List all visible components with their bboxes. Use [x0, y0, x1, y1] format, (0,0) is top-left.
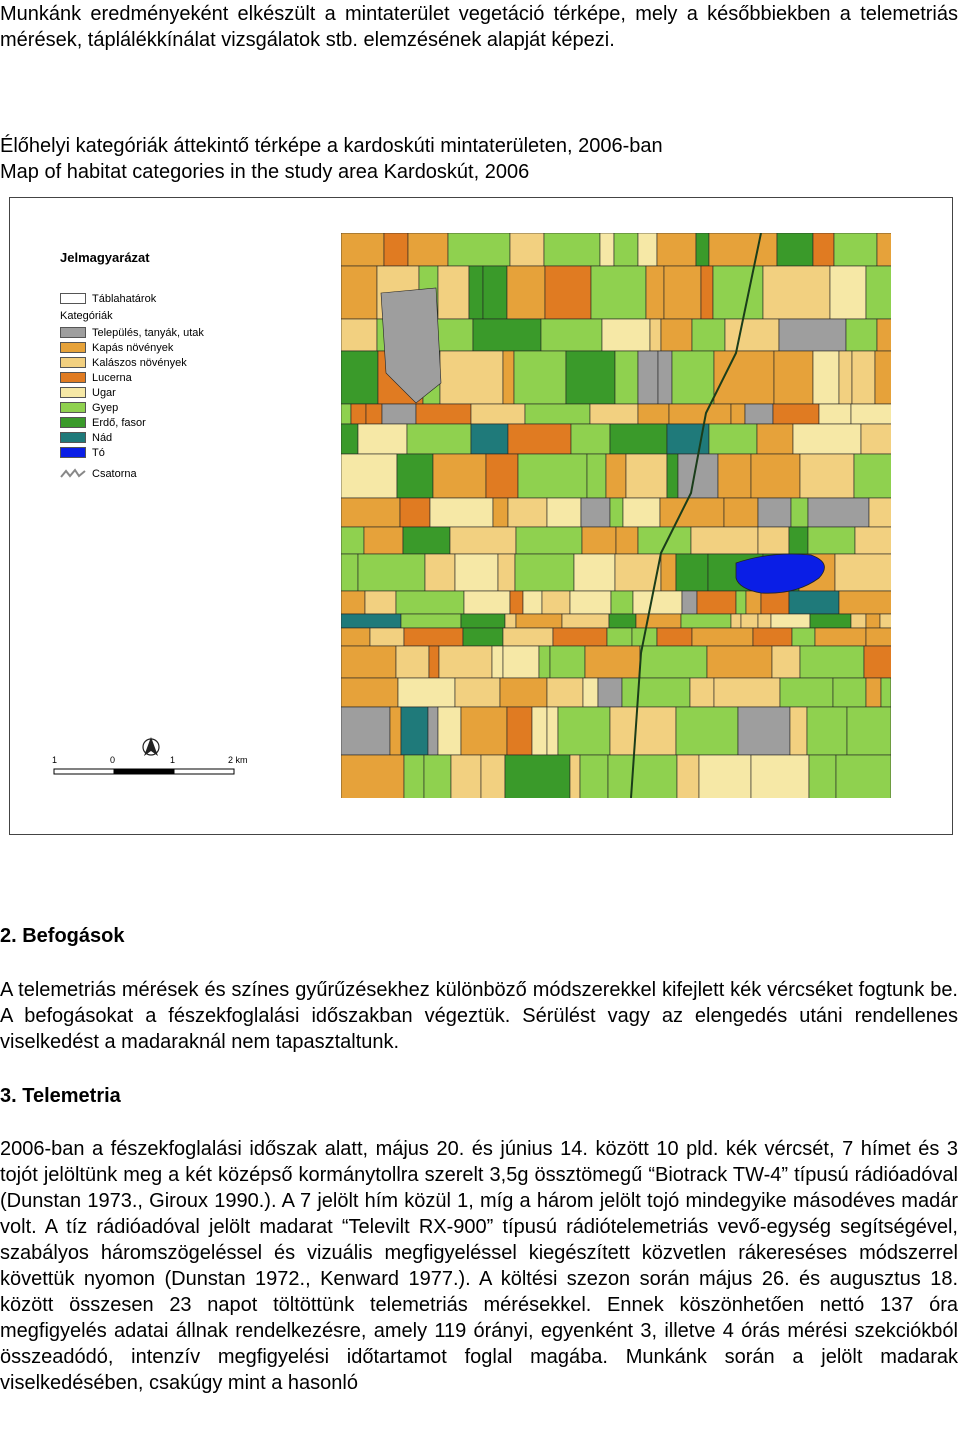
map-parcel: [341, 614, 401, 628]
map-parcel: [800, 646, 864, 678]
map-parcel: [819, 404, 851, 424]
map-parcel: [602, 319, 650, 351]
map-parcel: [792, 628, 815, 646]
map-parcel: [505, 755, 570, 798]
map-parcel: [808, 498, 869, 527]
legend-item-label: Lucerna: [92, 371, 132, 384]
map-parcel: [384, 233, 408, 266]
map-parcel: [463, 628, 503, 646]
map-parcel: [598, 678, 622, 707]
map-parcel: [438, 266, 469, 319]
map-parcel: [341, 233, 384, 266]
map-parcel: [398, 678, 455, 707]
map-parcel: [574, 554, 615, 591]
map-parcel: [510, 591, 523, 614]
map-parcel: [507, 266, 545, 319]
legend-categories-label: Kategóriák: [60, 310, 113, 322]
map-parcel: [545, 266, 591, 319]
legend-item: [60, 415, 204, 430]
map-parcel: [725, 319, 779, 351]
map-parcel: [661, 319, 692, 351]
map-parcel: [638, 527, 691, 554]
map-parcel: [692, 319, 725, 351]
map-parcel: [341, 628, 370, 646]
map-parcel: [623, 498, 660, 527]
legend-item: [60, 430, 204, 445]
map-parcel: [341, 351, 378, 404]
map-parcel: [877, 233, 891, 266]
map-parcel: [777, 233, 813, 266]
map-parcel: [813, 233, 834, 266]
map-parcel: [758, 527, 789, 554]
map-parcel: [877, 319, 891, 351]
map-parcel: [416, 404, 471, 424]
section2-paragraph: A telemetriás mérések és színes gyűrűzésekhez különböző módszerekkel kifejlett kék vércséket fogtunk be. A befogásokat a fészekfoglalási időszakban végeztük. Sérülést vagy az elengedés utáni rendellenes viselkedést a madaraknál nem tapasztaltunk.: [0, 979, 958, 1053]
section2-heading: 2. Befogások: [0, 925, 125, 947]
legend-item: [60, 385, 204, 400]
scale-label-3: 1: [170, 755, 176, 765]
map-parcel: [701, 266, 713, 319]
map-parcel: [581, 498, 610, 527]
map-parcel: [880, 614, 891, 628]
map-parcel: [660, 498, 724, 527]
legend-swatch: [60, 357, 86, 368]
legend-item: [60, 325, 204, 340]
map-parcel: [731, 404, 745, 424]
map-parcel: [469, 266, 483, 319]
legend-boundary-label: Táblahatárok: [92, 292, 157, 305]
map-parcel: [408, 233, 448, 266]
map-parcel: [396, 646, 429, 678]
map-parcel: [861, 424, 891, 454]
map-parcel: [699, 755, 751, 798]
map-parcel: [790, 707, 807, 755]
map-parcel: [761, 591, 789, 614]
map-parcel: [433, 454, 486, 498]
map-parcel: [681, 614, 731, 628]
canal-icon: [60, 467, 86, 481]
map-parcel: [780, 678, 833, 707]
map-parcel: [508, 424, 571, 454]
map-parcel: [793, 424, 861, 454]
figure-title-en: Map of habitat categories in the study area Kardoskút, 2006: [0, 161, 530, 183]
map-parcel: [713, 266, 763, 319]
map-parcel: [855, 527, 891, 554]
map-parcel: [508, 498, 547, 527]
legend-title: Jelmagyarázat: [60, 250, 150, 265]
map-parcel: [751, 755, 809, 798]
map-parcel: [523, 591, 542, 614]
map-parcel: [366, 404, 382, 424]
map-parcel: [341, 591, 365, 614]
map-parcel: [676, 554, 708, 591]
map-parcel: [611, 591, 633, 614]
map-parcel: [341, 527, 364, 554]
map-parcel: [709, 424, 757, 454]
map-parcel: [547, 678, 583, 707]
map-parcel: [866, 614, 880, 628]
map-parcel: [813, 351, 839, 404]
legend-swatch: [60, 402, 86, 413]
intro-paragraph: Munkánk eredményeként elkészült a mintaterület vegetáció térképe, mely a későbbiekben a telemetriás mérések, táplálékkínálat vizsgálatok stb. elemzésének alapját képezi.: [0, 3, 958, 51]
map-parcel: [404, 628, 463, 646]
legend-swatch: [60, 417, 86, 428]
legend-boundary-row: [60, 291, 204, 306]
map-parcel: [707, 646, 772, 678]
legend-item-label: Ugar: [92, 386, 116, 399]
map-parcel: [657, 628, 692, 646]
map-parcel: [709, 233, 777, 266]
map-parcel: [547, 707, 558, 755]
map-parcel: [854, 454, 891, 498]
map-parcel: [839, 591, 891, 614]
map-parcel: [461, 614, 505, 628]
map-parcel: [401, 707, 428, 755]
map-parcel: [341, 319, 377, 351]
legend-item-label: Kapás növények: [92, 341, 174, 354]
map-parcel: [587, 454, 606, 498]
map-parcel: [650, 319, 661, 351]
map-parcel: [583, 678, 598, 707]
legend-item: [60, 400, 204, 415]
map-parcel: [875, 351, 891, 404]
map-parcel: [498, 554, 515, 591]
map-parcel: [358, 554, 425, 591]
map-parcel: [590, 404, 638, 424]
map-parcel: [571, 424, 610, 454]
map-parcel: [881, 678, 891, 707]
map-parcel: [745, 404, 773, 424]
map-parcel: [616, 527, 638, 554]
map-parcel: [451, 755, 481, 798]
section3-heading: 3. Telemetria: [0, 1085, 121, 1107]
map-parcel: [570, 591, 611, 614]
map-parcel: [789, 527, 808, 554]
map-parcel: [807, 707, 847, 755]
map-parcel: [544, 233, 600, 266]
map-parcel: [471, 404, 525, 424]
map-parcel: [570, 755, 580, 798]
legend-swatch: [60, 342, 86, 353]
map-parcel: [486, 454, 518, 498]
map-parcel: [600, 233, 614, 266]
map-parcel: [833, 678, 866, 707]
legend-swatch: [60, 432, 86, 443]
map-parcel: [341, 266, 377, 319]
map-parcel: [483, 266, 507, 319]
map-parcel: [638, 404, 669, 424]
map-parcel: [789, 591, 839, 614]
map-parcel: [510, 233, 544, 266]
map-parcel: [492, 646, 503, 678]
legend-swatch: [60, 327, 86, 338]
map-parcel: [690, 678, 714, 707]
map-parcel: [851, 404, 891, 424]
map-parcel: [585, 646, 640, 678]
map-parcel: [852, 351, 875, 404]
map-parcel: [692, 628, 753, 646]
map-parcel: [341, 554, 358, 591]
map-parcel: [365, 591, 396, 614]
map-parcel: [464, 591, 510, 614]
map-parcel: [450, 527, 516, 554]
map-parcel: [736, 591, 746, 614]
scale-label-4: 2 km: [228, 755, 248, 765]
map-parcel: [553, 628, 607, 646]
map-parcel: [515, 554, 574, 591]
map-parcel: [382, 404, 416, 424]
map-parcel: [550, 646, 585, 678]
map-parcel: [751, 454, 800, 498]
map-parcel: [834, 233, 877, 266]
map-parcel: [532, 707, 547, 755]
map-parcel: [461, 707, 507, 755]
map-parcel: [610, 498, 623, 527]
map-parcel: [791, 498, 808, 527]
map-parcel: [438, 707, 461, 755]
map-parcel: [500, 678, 547, 707]
map-parcel: [835, 554, 891, 591]
map-parcel: [638, 233, 657, 266]
map-parcel: [606, 454, 626, 498]
legend-swatch: [60, 372, 86, 383]
map-parcel: [541, 319, 602, 351]
map-parcel: [622, 678, 690, 707]
map-parcel: [341, 424, 358, 454]
map-parcel: [741, 614, 758, 628]
map-parcel: [610, 424, 667, 454]
map-parcel: [664, 266, 701, 319]
legend-item: [60, 355, 204, 370]
map-parcel: [697, 591, 736, 614]
map-parcel: [566, 351, 615, 404]
boundary-swatch: [60, 293, 86, 304]
map-parcel: [772, 646, 800, 678]
map-parcel: [847, 707, 891, 755]
map-parcel: [614, 233, 638, 266]
map-parcel: [471, 424, 508, 454]
map-parcel: [779, 319, 846, 351]
map-parcel: [809, 755, 836, 798]
map-parcel: [691, 527, 758, 554]
legend-item-label: Kalászos növények: [92, 356, 187, 369]
map-parcel: [428, 707, 438, 755]
map-parcel: [351, 404, 366, 424]
map-parcel: [669, 404, 731, 424]
map-parcel: [773, 404, 819, 424]
map-parcel: [341, 755, 404, 798]
map-parcel: [507, 707, 532, 755]
scale-bar: [52, 753, 262, 790]
map-parcel: [661, 554, 676, 591]
map-parcel: [341, 707, 390, 755]
map-parcel: [815, 628, 866, 646]
map-parcel: [518, 454, 587, 498]
scale-label-2: 0: [110, 755, 116, 765]
map-parcel: [473, 319, 541, 351]
habitat-map-figure: [9, 197, 953, 835]
map-parcel: [763, 266, 830, 319]
vegetation-map: [341, 233, 891, 798]
map-parcel: [404, 755, 424, 798]
map-parcel: [714, 678, 780, 707]
map-parcel: [558, 707, 610, 755]
map-parcel: [866, 266, 891, 319]
map-parcel: [401, 614, 461, 628]
map-parcel: [609, 614, 636, 628]
scale-label-1: 1: [52, 755, 58, 765]
map-parcel: [657, 233, 696, 266]
map-parcel: [667, 454, 678, 498]
map-parcel: [696, 233, 709, 266]
map-parcel: [396, 591, 464, 614]
map-parcel: [562, 614, 609, 628]
map-parcel: [539, 646, 550, 678]
map-parcel: [633, 591, 682, 614]
map-parcel: [724, 498, 758, 527]
legend-canal-label: Csatorna: [92, 467, 137, 480]
map-parcel: [407, 424, 471, 454]
map-parcel: [731, 614, 741, 628]
map-parcel: [610, 707, 676, 755]
map-parcel: [682, 591, 697, 614]
figure-title-hu: Élőhelyi kategóriák áttekintő térképe a kardoskúti mintaterületen, 2006-ban: [0, 135, 663, 157]
map-parcel: [864, 646, 891, 678]
map-parcel: [866, 628, 891, 646]
map-parcel: [448, 233, 510, 266]
legend-item: [60, 445, 204, 460]
map-parcel: [591, 266, 646, 319]
legend-item-label: Erdő, fasor: [92, 416, 146, 429]
map-parcel: [397, 454, 433, 498]
map-parcel: [851, 614, 866, 628]
map-parcel: [341, 678, 398, 707]
map-parcel: [746, 591, 761, 614]
map-parcel: [839, 351, 852, 404]
map-parcel: [615, 351, 638, 404]
map-parcel: [810, 614, 851, 628]
legend-item: [60, 340, 204, 355]
map-parcel: [493, 498, 508, 527]
legend-swatch: [60, 447, 86, 458]
map-parcel: [440, 351, 503, 404]
map-parcel: [424, 755, 451, 798]
map-parcel: [341, 454, 397, 498]
map-parcel: [758, 614, 771, 628]
map-parcel: [640, 646, 707, 678]
map-parcel: [869, 498, 891, 527]
map-parcel: [514, 351, 566, 404]
map-parcel: [757, 424, 793, 454]
map-parcel: [400, 498, 430, 527]
map-parcel: [390, 707, 401, 755]
map-parcel: [758, 498, 791, 527]
map-parcel: [866, 678, 881, 707]
map-parcel: [636, 614, 681, 628]
map-parcel: [341, 646, 396, 678]
legend-item-label: Gyep: [92, 401, 119, 414]
map-parcel: [341, 498, 400, 527]
map-parcel: [341, 404, 351, 424]
map-parcel: [830, 266, 866, 319]
map-parcel: [525, 404, 590, 424]
map-parcel: [364, 527, 403, 554]
map-parcel: [738, 707, 790, 755]
map-parcel: [429, 646, 439, 678]
map-parcel: [425, 554, 455, 591]
map-parcel: [505, 614, 516, 628]
map-parcel: [516, 614, 562, 628]
section3-paragraph: 2006-ban a fészekfoglalási időszak alatt, május 20. és június 14. között 10 pld. kék vércsét, 7 hímet és 3 tojót jelöltünk meg a két középső kormánytollra szerelt 3,5g össztömegű “Biotrack TW-4” típusú rádióadóval (Dunstan 1973., Giroux 1990.). A 7 jelölt hím közül 1, míg a három jelölt tojó mindegyike másodéves madár volt. A tíz rádióadóval jelölt madarat “Televilt RX-900” típusú rádiótelemetriás vevő-egység segítségével, szabályos háromszögeléssel és vizuális megfigyeléssel kiegészített közvetlen rákereséses módszerrel követtük nyomon (Dunstan 1972., Kenward 1977.). A költési szezon során május 26. és augusztus 18. között összesen 23 napot töltöttünk telemetriás mérésekkel. Ennek köszönhetően nettó 137 óra megfigyelés adatai állnak rendelkezésre, amely 119 órányi, egyenként 3, illetve 4 órás mérési szekciókból összeadódó, intenzív megfigyelési időtartamot foglal magába. Munkánk során a jelölt madarak viselkedésében, csakúgy mint a hasonló: [0, 1138, 958, 1394]
map-parcel: [542, 591, 570, 614]
map-parcel: [403, 527, 450, 554]
map-parcel: [455, 554, 498, 591]
map-parcel: [481, 755, 505, 798]
map-parcel: [774, 351, 813, 404]
legend-canal-row: [60, 466, 204, 481]
map-parcel: [358, 424, 407, 454]
map-parcel: [658, 351, 672, 404]
map-parcel: [846, 319, 877, 351]
map-parcel: [547, 498, 581, 527]
legend-swatch: [60, 387, 86, 398]
map-parcel: [836, 755, 891, 798]
map-parcel: [771, 614, 810, 628]
legend-item: [60, 370, 204, 385]
map-parcel: [677, 755, 699, 798]
map-parcel: [516, 527, 582, 554]
map-parcel: [455, 678, 500, 707]
map-parcel: [808, 527, 855, 554]
map-parcel: [580, 755, 608, 798]
map-parcel: [638, 351, 658, 404]
map-parcel: [676, 707, 738, 755]
map-parcel: [430, 498, 493, 527]
map-parcel: [607, 628, 632, 646]
map-parcel: [626, 454, 667, 498]
legend-item-label: Település, tanyák, utak: [92, 326, 204, 339]
map-parcel: [503, 646, 539, 678]
map-legend: [60, 250, 204, 481]
map-parcel: [753, 628, 792, 646]
map-parcel: [718, 454, 751, 498]
legend-item-label: Nád: [92, 431, 113, 444]
legend-item-label: Tó: [92, 446, 105, 459]
map-parcel: [646, 266, 664, 319]
map-parcel: [608, 755, 677, 798]
map-parcel: [672, 351, 714, 404]
map-parcel: [370, 628, 404, 646]
map-parcel: [503, 351, 514, 404]
map-parcel: [503, 628, 553, 646]
map-parcel: [582, 527, 616, 554]
map-parcel: [800, 454, 854, 498]
map-parcel: [439, 646, 492, 678]
